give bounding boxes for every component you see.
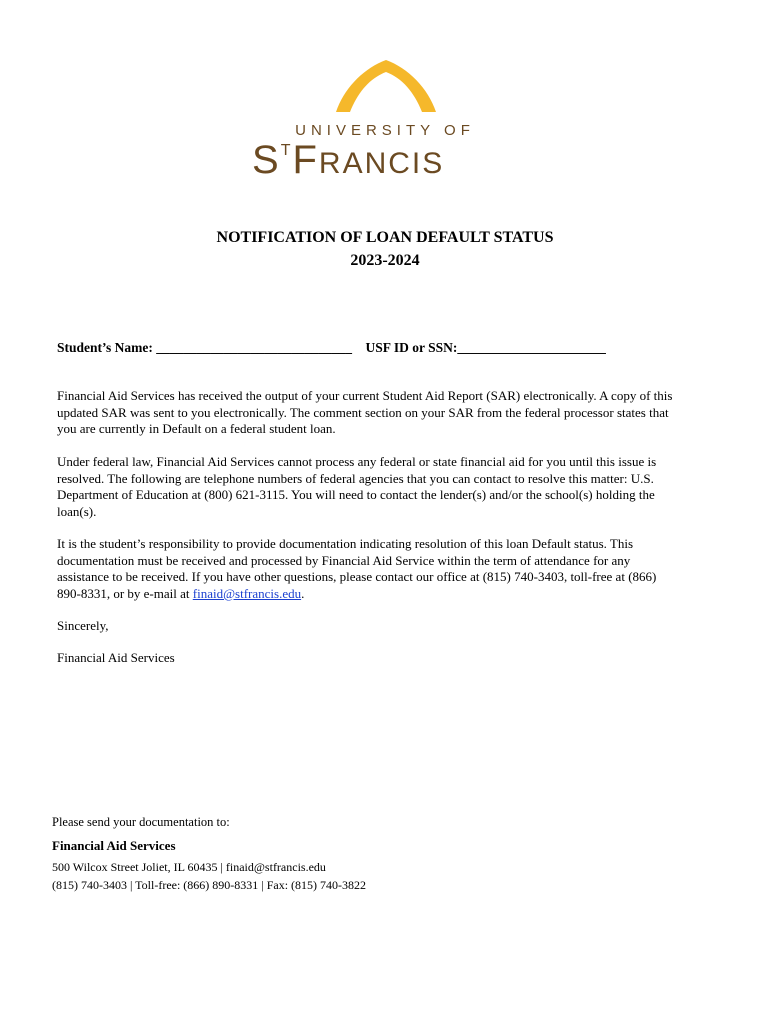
student-name-label: Student’s Name:	[57, 340, 153, 355]
arch-icon	[334, 58, 438, 114]
footer-address: 500 Wilcox Street Joliet, IL 60435 | finaid@stfrancis.edu	[52, 860, 326, 874]
paragraph-federal-law: Under federal law, Financial Aid Services cannot process any federal or state financial aid for you until this issue is resolved. The following are telephone numbers of federal agencies that you can contact to resolve this matter: U.S. Department of Education at (800) 621-3115. You will need to contact the lender(s) and/or the school(s) holding the loan(s).	[57, 454, 657, 519]
university-logo	[250, 58, 520, 188]
closing: Sincerely,	[57, 618, 109, 633]
logo-university-of: UNIVERSITY OF	[295, 122, 475, 139]
signature: Financial Aid Services	[57, 650, 175, 665]
page-title: NOTIFICATION OF LOAN DEFAULT STATUS	[216, 229, 554, 246]
student-name-field: _____________________________	[156, 340, 352, 355]
email-link[interactable]: finaid@stfrancis.edu	[192, 585, 302, 601]
footer-office-name: Financial Aid Services	[52, 838, 176, 853]
usf-id-label: USF ID or SSN:	[365, 340, 458, 355]
page-subtitle-year: 2023-2024	[350, 252, 420, 269]
logo-st-francis: $S^TFRANCIS$	[252, 138, 445, 182]
footer-phones: (815) 740-3403 | Toll-free: (866) 890-8331 | Fax: (815) 740-3822	[52, 878, 367, 892]
student-fields	[57, 340, 606, 356]
usf-id-field: ______________________	[457, 340, 606, 355]
footer-label: Please send your documentation to:	[52, 815, 230, 829]
paragraph-sar-notice: Financial Aid Services has received the output of your current Student Aid Report (SAR) electronically. A copy of this updated SAR was sent to you electronically. The comment section on your SAR from the federal processor states that you are currently in Default on a federal student loan.	[57, 388, 673, 437]
paragraph-responsibility: It is the student’s responsibility to provide documentation indicating resolution of this loan Default status. This documentation must be received and processed by Financial Aid Service within the term of attendance for any assistance to be received. If you have other questions, please contact our office at (815) 740-3403, toll-free at (866) 890-8331, or by e-mail at finaid@stfrancis.edu.	[57, 536, 657, 601]
